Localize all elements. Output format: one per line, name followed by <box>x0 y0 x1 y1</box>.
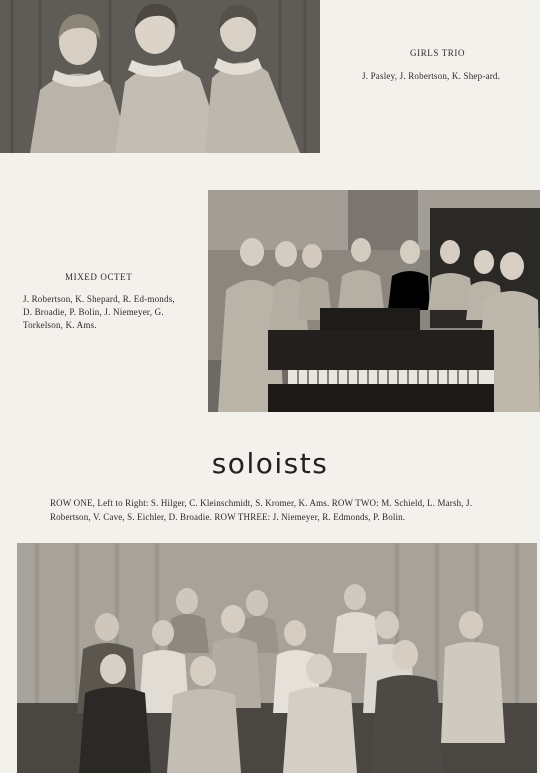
girls-trio-photo <box>0 0 320 153</box>
mixed-octet-photo <box>208 190 540 412</box>
mixed-octet-names: J. Robertson, K. Shepard, R. Ed-monds, D. Broadie, P. Bolin, J. Niemeyer, G. Torkelson, K. Ams. <box>23 294 175 330</box>
mixed-octet-title: MIXED OCTET <box>65 272 133 282</box>
girls-trio-title: GIRLS TRIO <box>410 48 466 58</box>
girls-trio-names: J. Pasley, J. Robertson, K. Shep-ard. <box>362 71 501 81</box>
soloists-heading: soloists <box>211 447 329 480</box>
soloists-names: ROW ONE, Left to Right: S. Hilger, C. Kleinschmidt, S. Kromer, K. Ams. ROW TWO: M. Schield, L. Marsh, J. Robertson, V. Cave, S. Eichler, D. Broadie. ROW THREE: J. Niemeyer, R. Edmonds, P. Bolin. <box>50 498 473 522</box>
soloists-photo <box>17 543 537 773</box>
